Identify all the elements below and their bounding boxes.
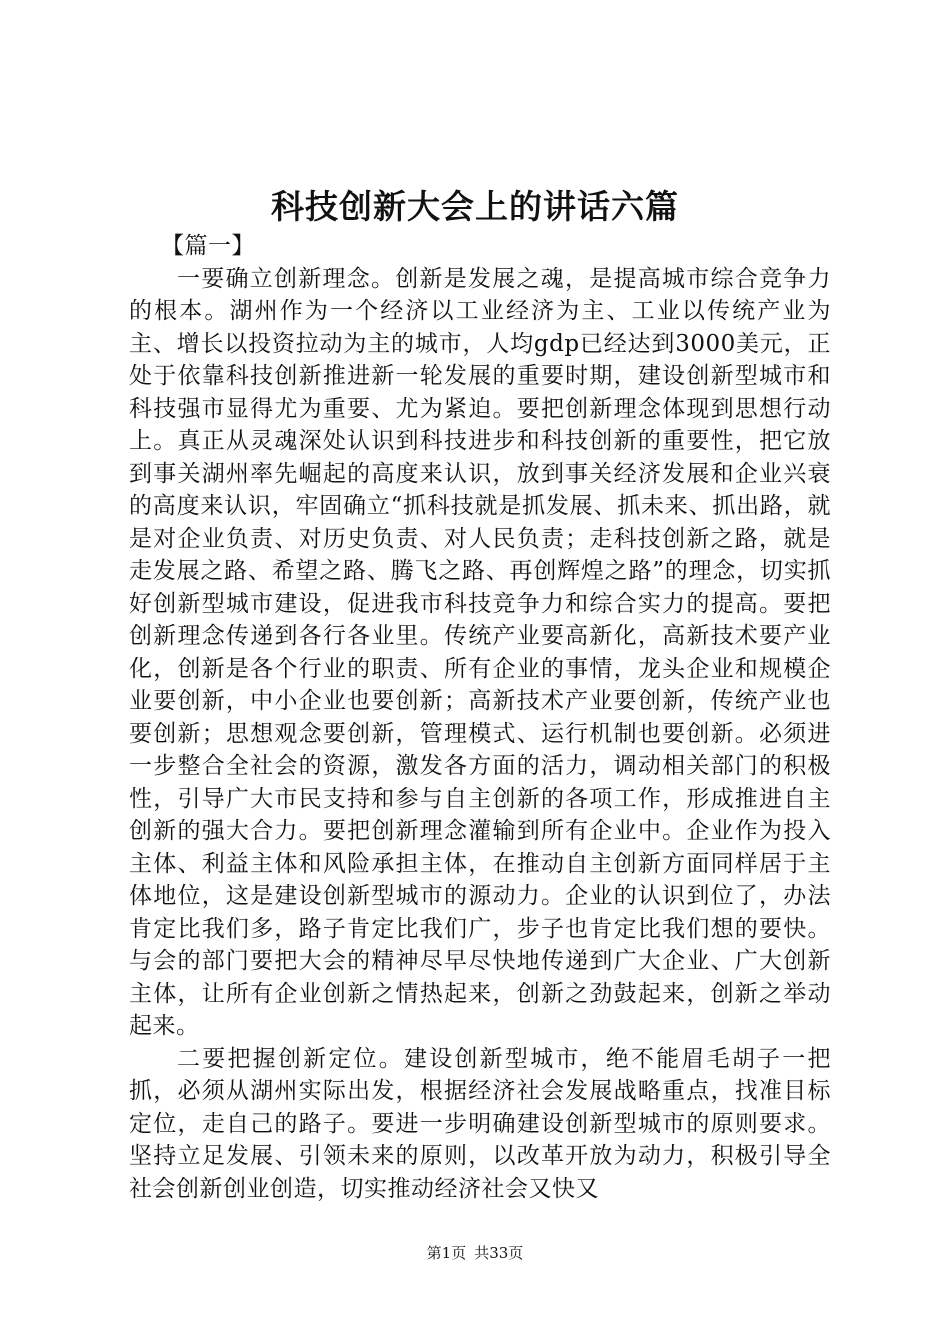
paragraph-1: 一要确立创新理念。创新是发展之魂，是提高城市综合竞争力的根本。湖州作为一个经济以工业经济为主、工业以传统产业为主、增长以投资拉动为主的城市，人均gdp已经达到3000美元，正处于依靠科技创新推进新一轮发展的重要时期，建设创新型城市和科技强市显得尤为重要、尤为紧迫。要把创新理念体现到思想行动上。真正从灵魂深处认识到科技进步和科技创新的重要性，把它放到事关湖州率先崛起的高度来认识，放到事关经济发展和企业兴衰的高度来认识，牢固确立“抓科技就是抓发展、抓未来、抓出路，就是对企业负责、对历史负责、对人民负责；走科技创新之路，就是走发展之路、希望之路、腾飞之路、再创辉煌之路”的理念，切实抓好创新型城市建设，促进我市科技竞争力和综合实力的提高。要把创新理念传递到各行各业里。传统产业要高新化，高新技术要产业化，创新是各个行业的职责、所有企业的事情，龙头企业和规模企业要创新，中小企业也要创新；高新技术产业要创新，传统产业也要创新；思想观念要创新，管理模式、运行机制也要创新。必须进一步整合全社会的资源，激发各方面的活力，调动相关部门的积极性，引导广大市民支持和参与自主创新的各项工作，形成推进自主创新的强大合力。要把创新理念灌输到所有企业中。企业作为投入主体、利益主体和风险承担主体，在推动自主创新方面同样居于主体地位，这是建设创新型城市的源动力。企业的认识到位了，办法肯定比我们多，路子肯定比我们广，步子也肯定比我们想的要快。与会的部门要把大会的精神尽早尽快地传递到广大企业、广大创新主体，让所有企业创新之情热起来，创新之劲鼓起来，创新之举动起来。 bbox=[129, 265, 831, 1039]
page-number: 第1页 bbox=[426, 1244, 467, 1262]
page-footer bbox=[0, 1243, 950, 1263]
document-body bbox=[129, 230, 831, 1205]
paragraph-2: 二要把握创新定位。建设创新型城市，绝不能眉毛胡子一把抓，必须从湖州实际出发，根据经济社会发展战略重点，找准目标定位，走自己的路子。要进一步明确建设创新型城市的原则要求。坚持立足发展、引领未来的原则，以改革开放为动力，积极引导全社会创新创业创造，切实推动经济社会又快又 bbox=[129, 1045, 831, 1202]
document-title: 科技创新大会上的讲话六篇 bbox=[271, 187, 679, 226]
page-total: 共33页 bbox=[474, 1244, 524, 1262]
section-label: 【篇一】 bbox=[161, 233, 255, 259]
